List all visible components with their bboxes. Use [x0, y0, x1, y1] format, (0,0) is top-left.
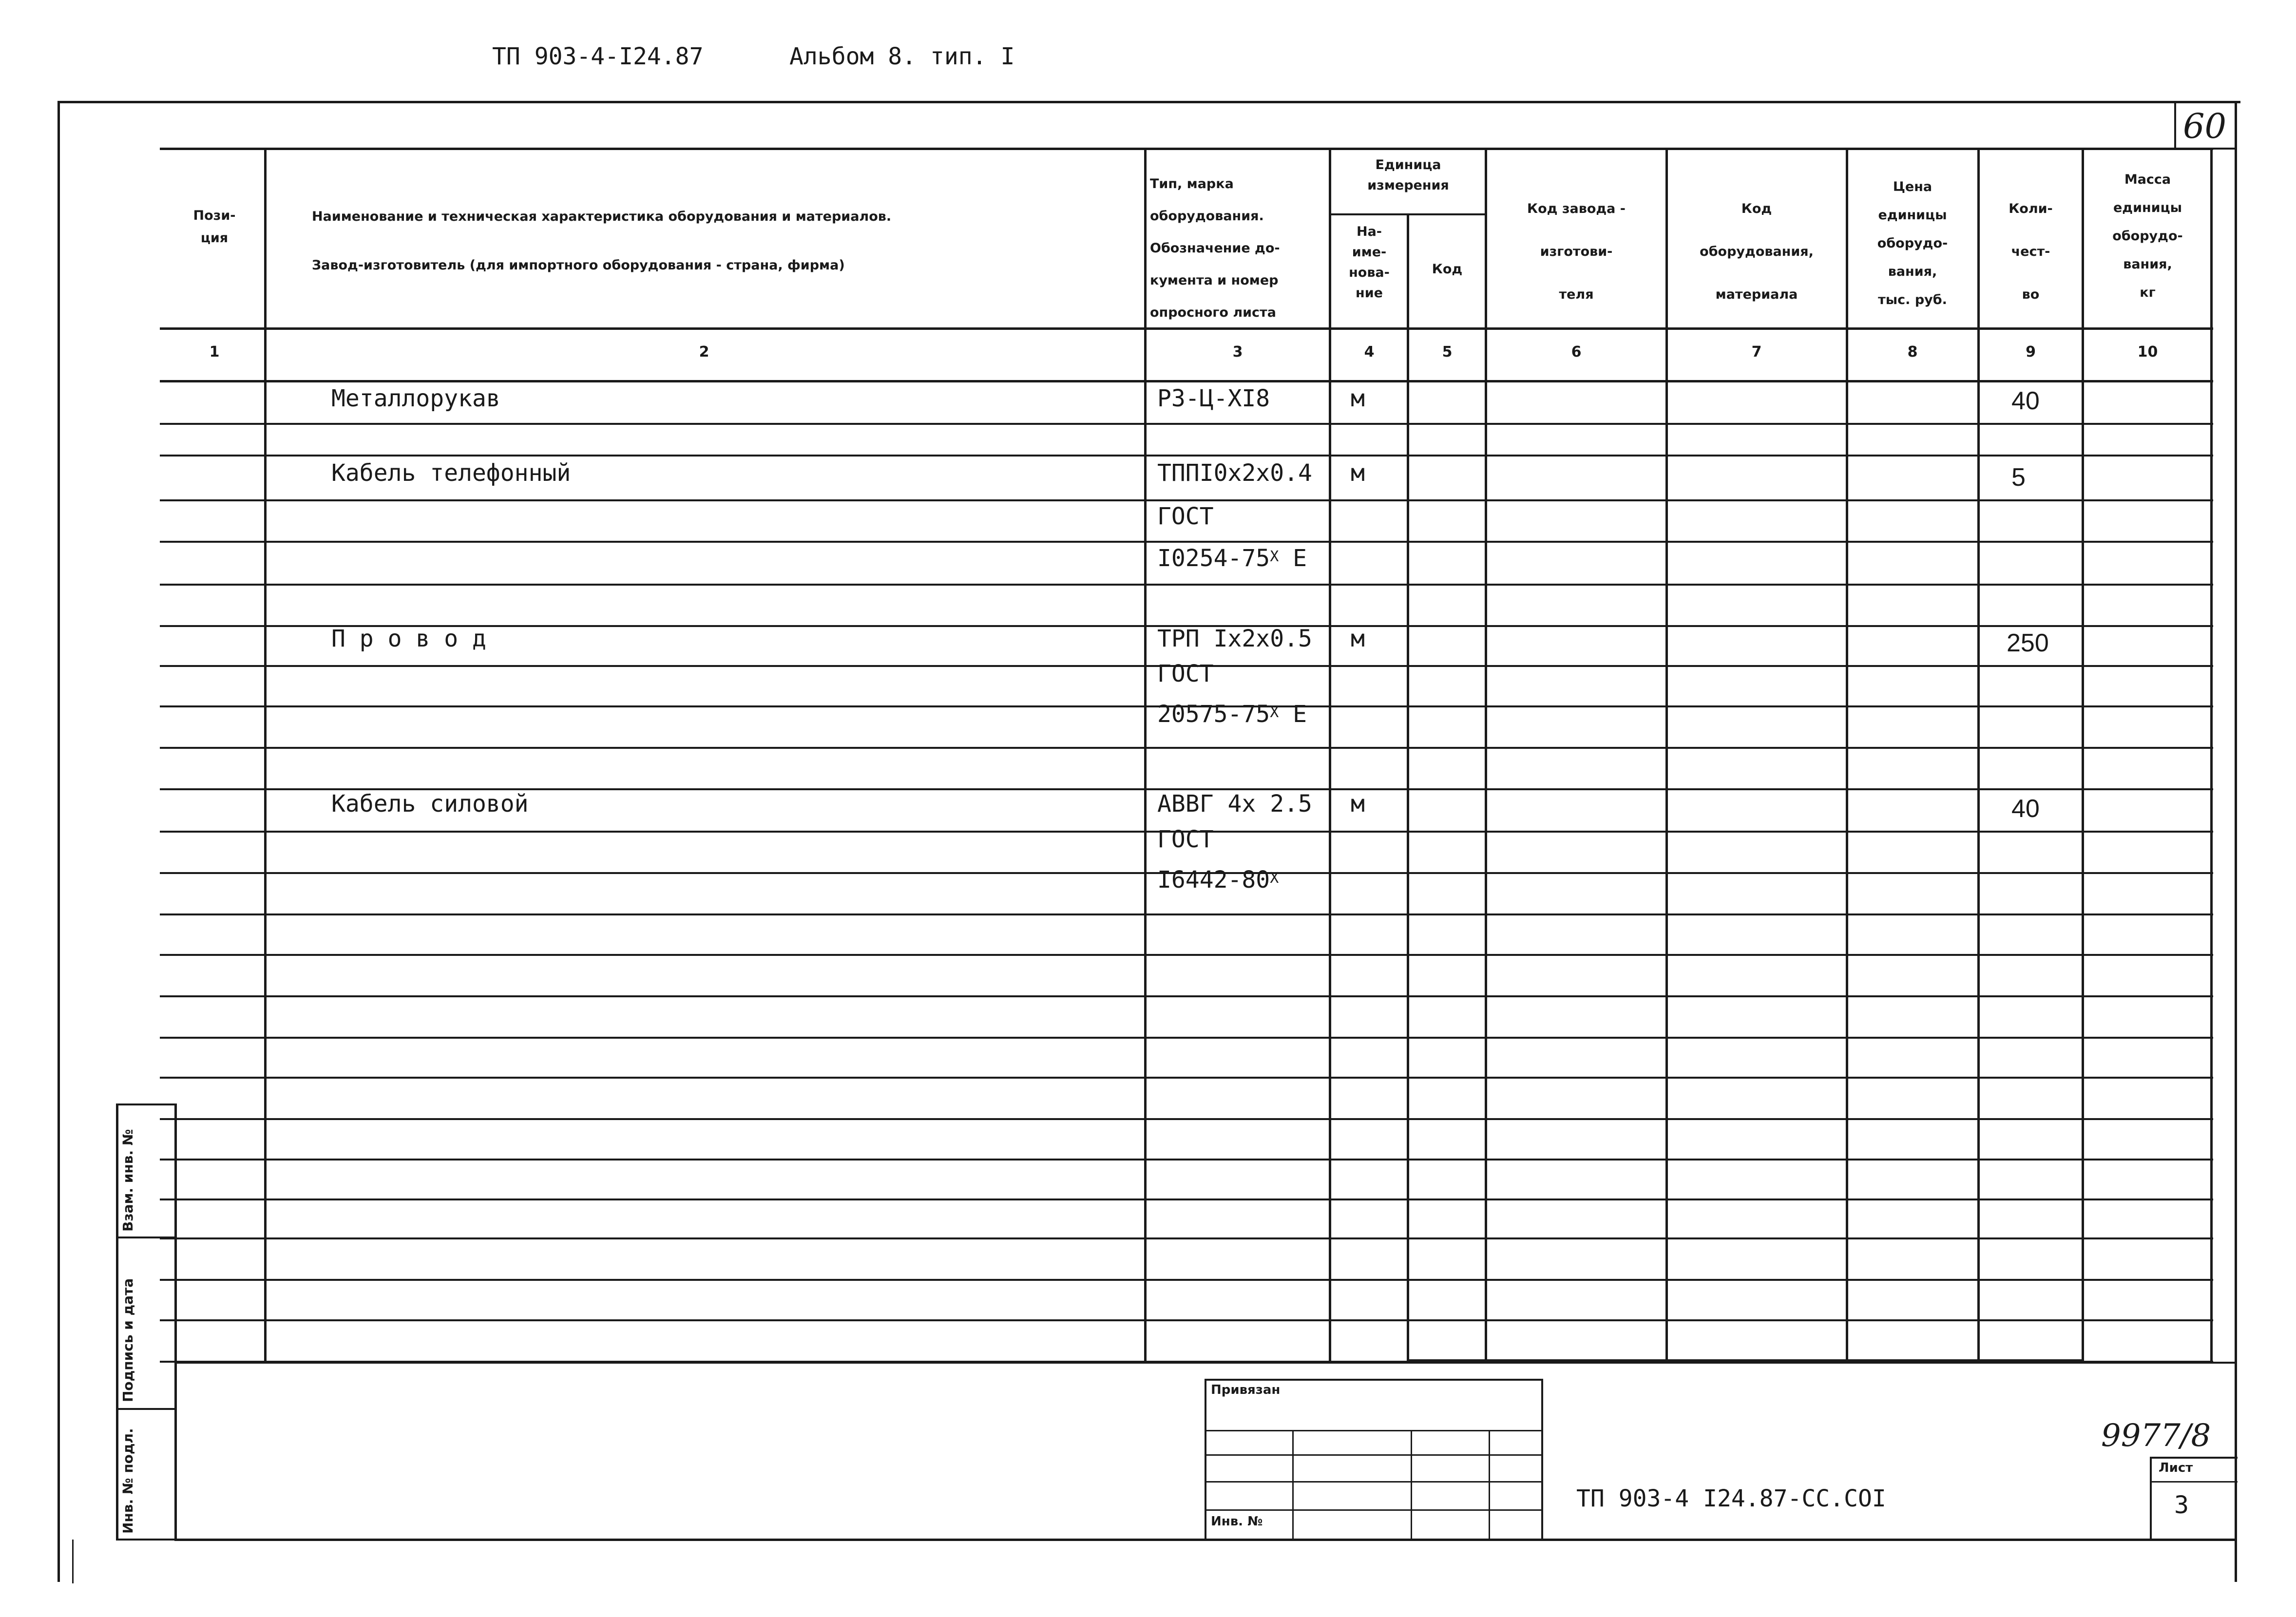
table-row-type-main: I0254-75 [1157, 545, 1270, 572]
header-unit-group: Единица измерения [1367, 157, 1449, 193]
stamp-box-col [1292, 1430, 1294, 1540]
sheet-box-top [2150, 1457, 2238, 1459]
row-line [160, 913, 2213, 915]
unit-subheader-line [1329, 213, 1487, 215]
table-row-name: П р о в о д [331, 625, 486, 652]
side-strip-sep [116, 1539, 177, 1541]
frame-right [2235, 101, 2237, 1582]
table-row-name: Металлорукав [331, 385, 500, 412]
frame-top [57, 101, 2240, 103]
table-row-type: РЗ-Ц-ХI8 [1157, 385, 1270, 412]
table-row-name: Кабель силовой [331, 790, 529, 818]
table-row-type-suffix: Е [1279, 701, 1307, 728]
colnum-10: 10 [2137, 343, 2158, 361]
stamp-privyazan: Привязан [1211, 1383, 1281, 1397]
table-row-qty: 5 [2011, 463, 2026, 492]
side-label-original-inv: Инв. № подл. [120, 1428, 136, 1534]
row-line [160, 747, 2213, 749]
row-line [160, 1237, 2213, 1239]
document-code-header: ТП 903-4-I24.87 [492, 43, 704, 70]
col-sep-2 [1144, 148, 1147, 1363]
row-line [160, 541, 2213, 543]
sheet-box-left [2150, 1457, 2152, 1540]
colnum-2: 2 [699, 343, 709, 361]
header-unit-code: Код [1432, 262, 1463, 277]
stamp-sheet-number: 3 [2174, 1491, 2189, 1519]
col-sep-9 [2082, 148, 2084, 1363]
stamp-box-row [1205, 1454, 1543, 1456]
table-row-type: ГОСТ [1157, 826, 1214, 853]
table-colnum-bottom [160, 380, 2213, 382]
row-line [160, 1319, 2213, 1321]
colnum-8: 8 [1907, 343, 1918, 361]
stamp-handwritten-number: 9977/8 [2101, 1418, 2211, 1454]
table-row-type-main: 20575-75 [1157, 701, 1270, 728]
col-sep-8 [1977, 148, 1980, 1363]
side-label-replace-inv: Взам. инв. № [120, 1129, 136, 1232]
colnum-3: 3 [1232, 343, 1243, 361]
col-sep-3 [1329, 148, 1331, 1363]
colnum-6: 6 [1571, 343, 1582, 361]
stamp-box-right [1541, 1379, 1543, 1540]
header-factory-code: Код завода - изготови- теля [1527, 201, 1626, 302]
table-row-type [1157, 701, 1307, 728]
table-row-type: АВВГ 4х 2.5 [1157, 790, 1312, 818]
table-row-qty: 40 [2011, 387, 2040, 415]
stamp-box-col [1489, 1430, 1490, 1540]
album-header: Альбом 8. тип. I [789, 43, 1015, 70]
table-row-type [1157, 545, 1307, 572]
table-row-qty: 40 [2011, 795, 2040, 823]
table-row-type-sup: X [1270, 548, 1279, 565]
table-row-unit: м [1351, 385, 1365, 412]
table-right [2210, 148, 2213, 1363]
row-line [160, 1077, 2213, 1079]
table-row-unit: м [1351, 625, 1365, 652]
row-line [160, 584, 2213, 586]
stamp-sheet-label: Лист [2159, 1461, 2193, 1475]
header-quantity: Коли- чест- во [2009, 201, 2053, 302]
header-mass: Масса единицы оборудо- вания, кг [2112, 172, 2183, 300]
table-row-type-sup: X [1270, 704, 1279, 721]
colnum-1: 1 [209, 343, 220, 361]
stamp-box-left [1205, 1379, 1206, 1540]
colnum-5: 5 [1442, 343, 1453, 361]
side-strip-top [116, 1103, 177, 1105]
table-row-unit: м [1351, 459, 1365, 487]
side-strip-right [174, 1103, 177, 1541]
col-sep-6 [1665, 148, 1668, 1363]
row-line [160, 1118, 2213, 1120]
row-line [160, 1159, 2213, 1160]
row-line [160, 954, 2213, 956]
corner-page-number: 60 [2183, 106, 2227, 146]
colnum-4: 4 [1364, 343, 1375, 361]
table-row-type: ГОСТ [1157, 503, 1214, 530]
stamp-box-col [1411, 1430, 1412, 1540]
stamp-box-row [1205, 1481, 1543, 1483]
table-row-type-sup: X [1270, 870, 1279, 887]
table-row-type-main: I6442-80 [1157, 866, 1270, 894]
header-unit-name: На- име- нова- ние [1349, 224, 1390, 301]
row-line [160, 1037, 2213, 1039]
table-top [160, 148, 2213, 150]
row-line [160, 1279, 2213, 1281]
stamp-top [174, 1362, 2237, 1364]
header-equipment-code: Код оборудования, материала [1700, 201, 1814, 302]
colnum-9: 9 [2026, 343, 2036, 361]
col-sep-7 [1846, 148, 1848, 1363]
col-sep-1 [264, 148, 267, 1363]
stamp-box-row [1205, 1509, 1543, 1511]
frame-left [57, 101, 60, 1582]
stamp-box-row [1205, 1430, 1543, 1431]
table-row-qty: 250 [2007, 629, 2049, 657]
row-line [160, 995, 2213, 997]
table-row-type: ГОСТ [1157, 660, 1214, 687]
header-position: Пози- ция [193, 208, 236, 246]
side-strip-sep [116, 1237, 177, 1238]
side-label-signature-date: Подпись и дата [120, 1278, 136, 1402]
row-line [160, 423, 2213, 425]
table-row-type [1157, 866, 1279, 894]
header-price: Цена единицы оборудо- вания, тыс. руб. [1877, 179, 1948, 307]
side-strip-left [116, 1103, 118, 1541]
header-name: Наименование и техническая характеристика оборудования и материалов. Завод-изготовитель (для импортного оборудования - страна, фирма) [312, 209, 892, 273]
table-row-type: ТРП Iх2х0.5 [1157, 625, 1312, 652]
table-row-name: Кабель телефонный [331, 459, 571, 487]
col-sep-5 [1485, 148, 1487, 1363]
row-line [160, 1198, 2213, 1200]
edge-mark [72, 1540, 74, 1583]
stamp-document-code: ТП 903-4 I24.87-СС.СОI [1576, 1485, 1886, 1512]
stamp-inv-no: Инв. № [1211, 1514, 1263, 1529]
colnum-7: 7 [1751, 343, 1762, 361]
stamp-box-top [1205, 1379, 1543, 1381]
table-row-unit: м [1351, 790, 1365, 818]
table-row-type: ТППI0х2х0.4 [1157, 459, 1312, 487]
sheet-box-mid [2150, 1481, 2238, 1483]
table-row-type-suffix: Е [1279, 545, 1307, 572]
row-line [160, 499, 2213, 501]
header-type: Тип, марка оборудования. Обозначение до- кумента и номер опросного листа [1150, 176, 1280, 320]
row-line [160, 455, 2213, 457]
corner-box-left [2174, 101, 2176, 150]
side-strip-sep [116, 1408, 177, 1410]
